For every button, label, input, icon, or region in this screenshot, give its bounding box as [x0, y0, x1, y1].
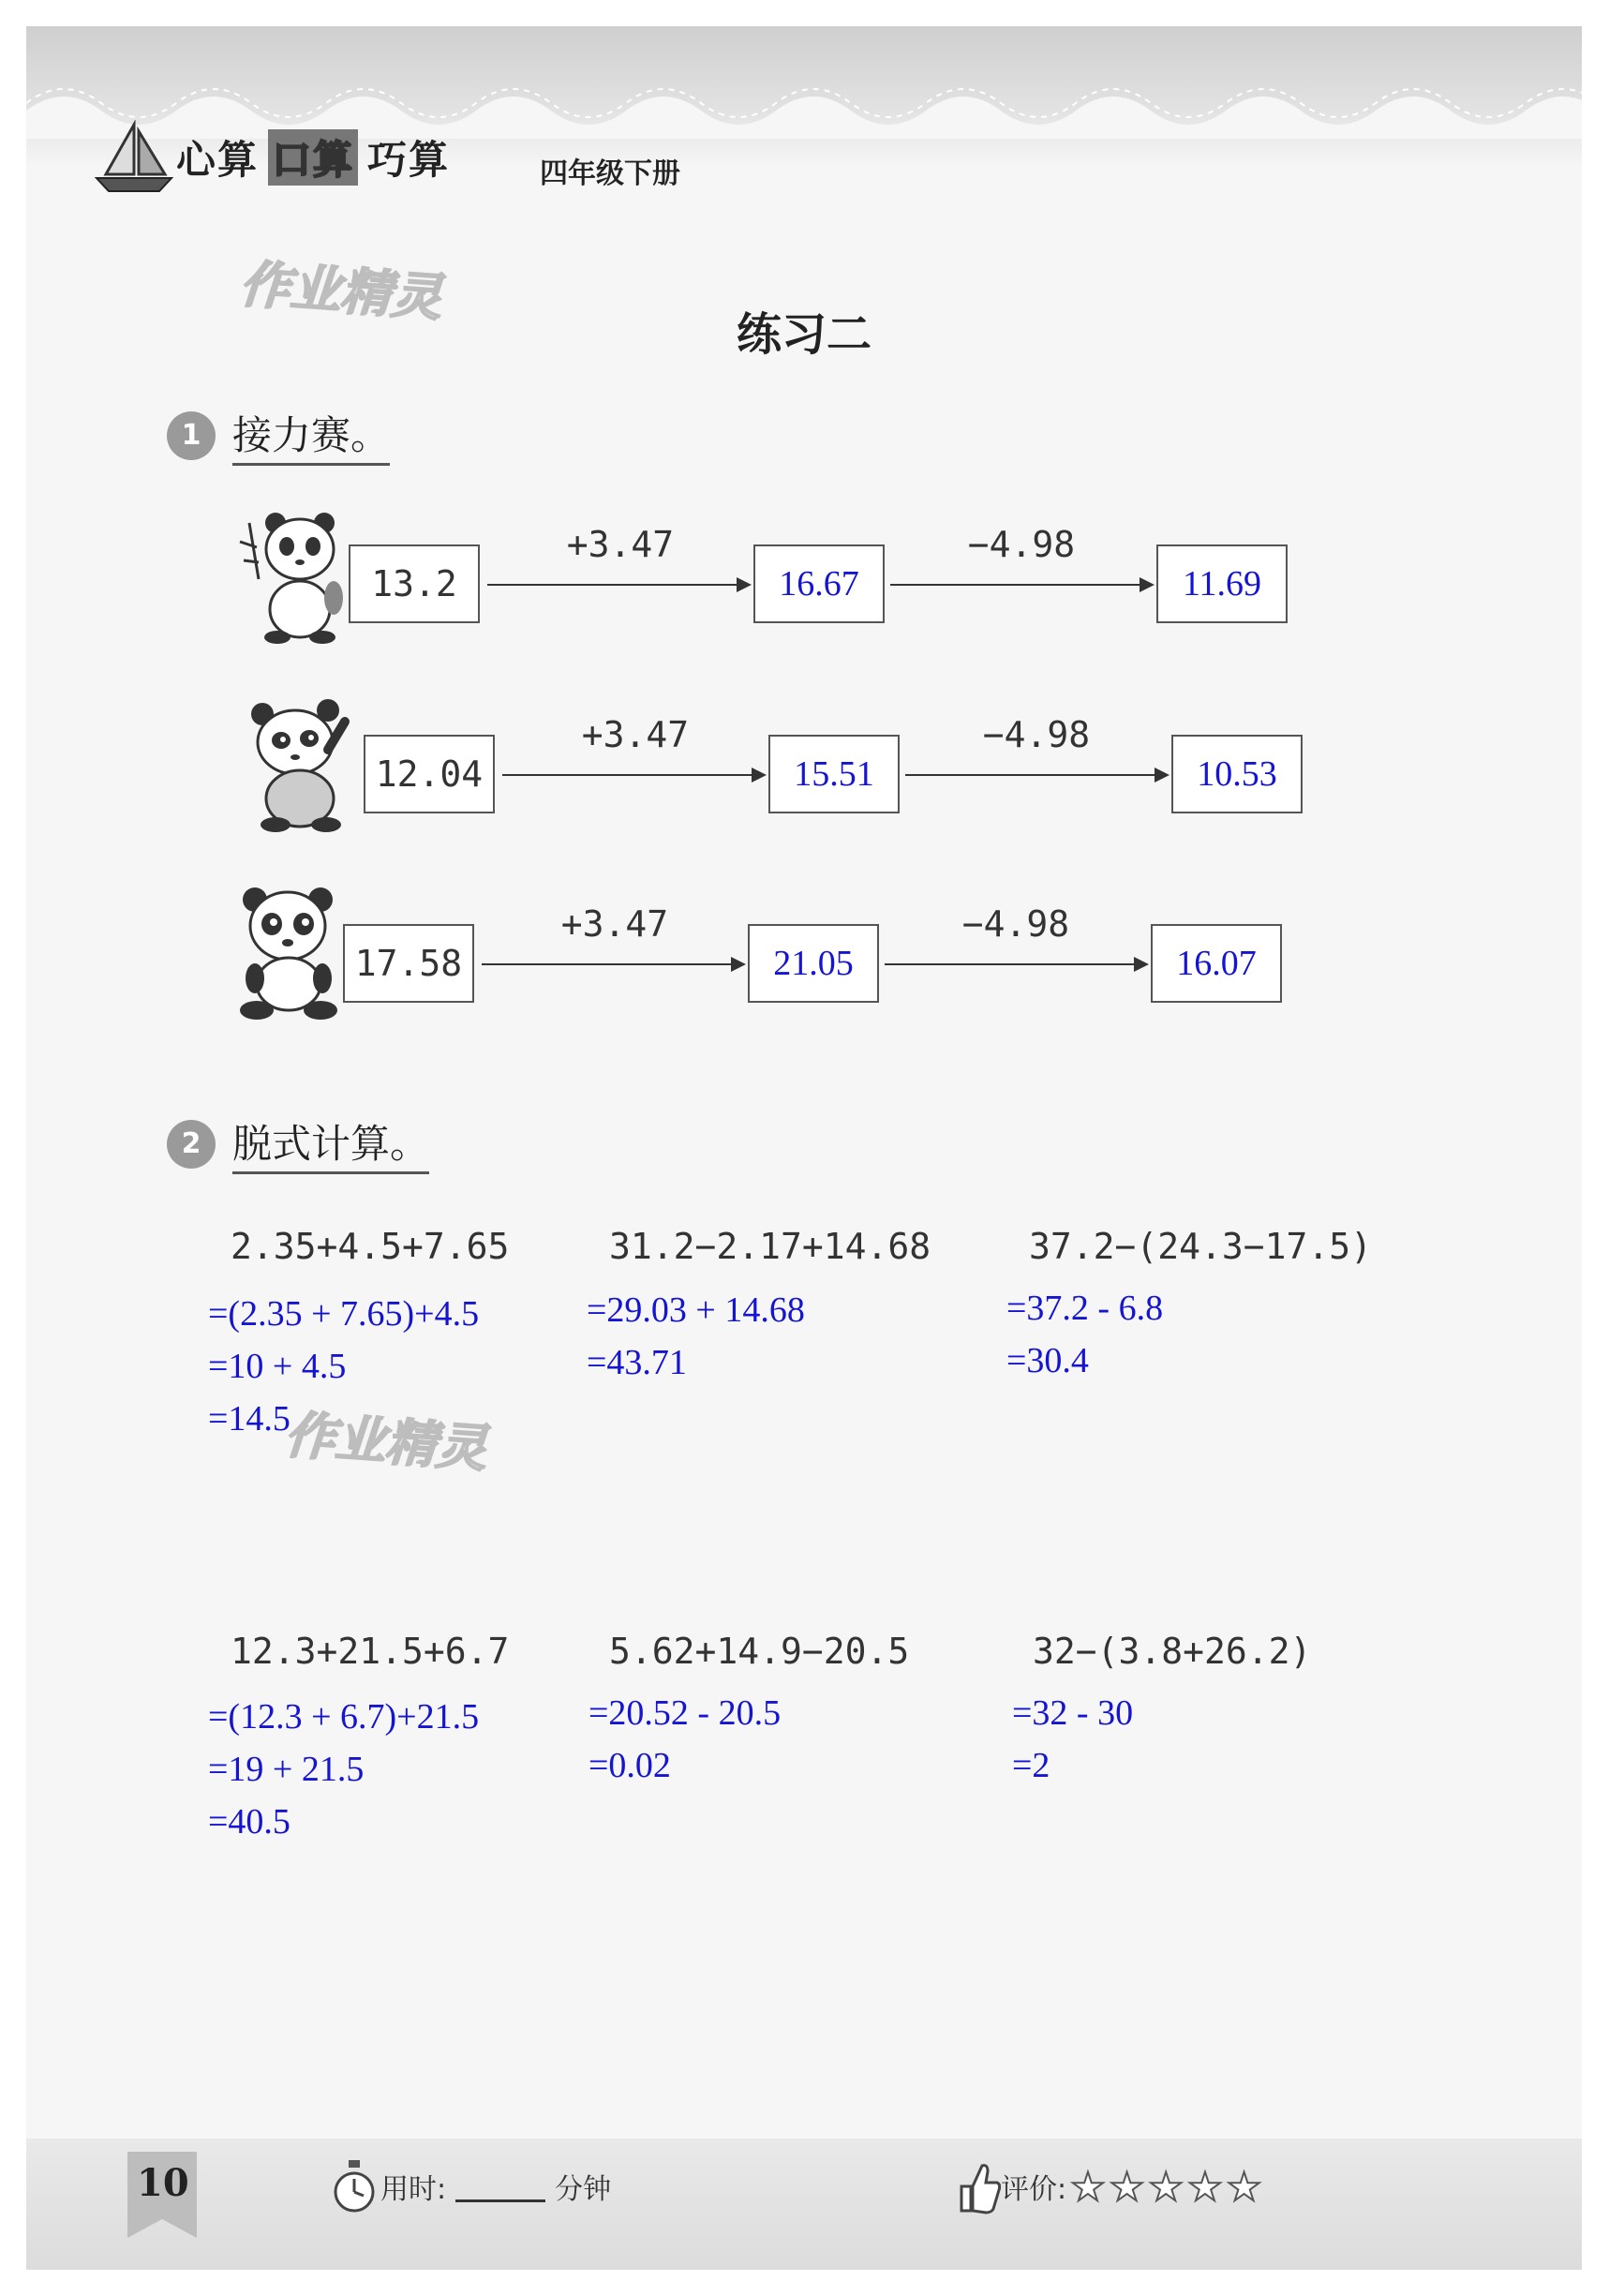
logo-word-2: 口算 [268, 129, 358, 186]
thumbs-up-icon [954, 2158, 1001, 2214]
arrow-1a [487, 584, 750, 586]
relay-row-2 [26, 692, 1582, 832]
answer-box-1a[interactable]: 16.67 [753, 544, 885, 623]
problem-1-step-3: =14.5 [208, 1399, 291, 1439]
add-operation-2: +3.47 [581, 714, 690, 755]
stopwatch-icon [328, 2158, 380, 2214]
problem-5-step-1: =20.52 - 20.5 [588, 1693, 782, 1733]
time-unit: 分钟 [555, 2173, 612, 2206]
problem-2-step-1: =29.03 + 14.68 [587, 1290, 805, 1330]
problem-5-step-2: =0.02 [588, 1746, 671, 1785]
watermark-middle: 作业精灵 [282, 1405, 489, 1479]
answer-box-2a[interactable]: 15.51 [768, 735, 900, 813]
problem-1-expression: 2.35+4.5+7.65 [231, 1226, 510, 1267]
logo-word-1: 心算 [176, 137, 260, 183]
arrow-3a [482, 963, 744, 965]
relay-row-3 [26, 879, 1582, 1020]
problem-1-step-1: =(2.35 + 7.65)+4.5 [208, 1294, 480, 1334]
watermark-top: 作业精灵 [237, 254, 444, 328]
panda-sitting-icon [229, 881, 350, 1021]
time-spent-field [328, 2158, 611, 2214]
time-label: 用时: [380, 2173, 447, 2206]
section-2-title: 脱式计算。 [232, 1113, 429, 1174]
relay-row-1 [26, 499, 1582, 640]
subtract-operation-1: −4.98 [967, 524, 1076, 565]
arrow-2a [502, 774, 765, 776]
problem-4-step-1: =(12.3 + 6.7)+21.5 [208, 1697, 480, 1737]
grade-label: 四年级下册 [540, 157, 680, 190]
rating-star-4-icon[interactable]: ★ [1187, 2163, 1223, 2210]
footer-band [26, 2139, 1582, 2270]
rating-star-3-icon[interactable]: ★ [1148, 2163, 1184, 2210]
answer-box-3b[interactable]: 16.07 [1151, 924, 1282, 1003]
rating-label: 评价: [1001, 2173, 1067, 2206]
rating-star-5-icon[interactable]: ★ [1226, 2163, 1262, 2210]
problem-2-expression: 31.2−2.17+14.68 [609, 1226, 931, 1267]
problem-6-step-2: =2 [1012, 1746, 1050, 1785]
add-operation-1: +3.47 [566, 524, 675, 565]
arrow-2b [905, 774, 1168, 776]
section-1-number: 1 [167, 411, 216, 460]
worksheet-page [26, 26, 1582, 2270]
section-1-heading [167, 405, 390, 466]
page-number: 10 [137, 2161, 189, 2205]
time-blank[interactable] [455, 2171, 545, 2202]
answer-box-1b[interactable]: 11.69 [1156, 544, 1288, 623]
subtract-operation-3: −4.98 [961, 903, 1070, 945]
book-logo [92, 125, 459, 190]
problem-1-step-2: =10 + 4.5 [208, 1347, 347, 1386]
start-box-2: 12.04 [364, 735, 495, 813]
rating-star-2-icon[interactable]: ★ [1109, 2163, 1145, 2210]
problem-3-step-2: =30.4 [1006, 1341, 1089, 1380]
start-box-3: 17.58 [343, 924, 474, 1003]
arrow-1b [890, 584, 1153, 586]
problem-4-expression: 12.3+21.5+6.7 [231, 1631, 510, 1672]
logo-word-3: 巧算 [367, 137, 451, 183]
answer-box-3a[interactable]: 21.05 [748, 924, 879, 1003]
problem-3-step-1: =37.2 - 6.8 [1006, 1289, 1164, 1328]
rating-field [954, 2158, 1261, 2214]
rating-star-1-icon[interactable]: ★ [1070, 2163, 1106, 2210]
problem-5-expression: 5.62+14.9−20.5 [609, 1631, 910, 1672]
problem-6-step-1: =32 - 30 [1012, 1693, 1134, 1733]
problem-2-step-2: =43.71 [587, 1343, 687, 1382]
section-2-heading [167, 1113, 429, 1174]
panda-waving-icon [234, 693, 356, 834]
sailboat-icon [92, 120, 176, 195]
arrow-3b [885, 963, 1147, 965]
problem-3-expression: 37.2−(24.3−17.5) [1029, 1226, 1373, 1267]
panda-with-bamboo-icon [231, 504, 352, 645]
section-2-number: 2 [167, 1120, 216, 1169]
page-title: 练习二 [736, 308, 872, 361]
answer-box-2b[interactable]: 10.53 [1171, 735, 1303, 813]
start-box-1: 13.2 [349, 544, 480, 623]
problem-6-expression: 32−(3.8+26.2) [1033, 1631, 1312, 1672]
problem-4-step-2: =19 + 21.5 [208, 1750, 365, 1789]
add-operation-3: +3.47 [560, 903, 669, 945]
subtract-operation-2: −4.98 [982, 714, 1091, 755]
section-1-title: 接力赛。 [232, 405, 390, 466]
problem-4-step-3: =40.5 [208, 1802, 291, 1841]
